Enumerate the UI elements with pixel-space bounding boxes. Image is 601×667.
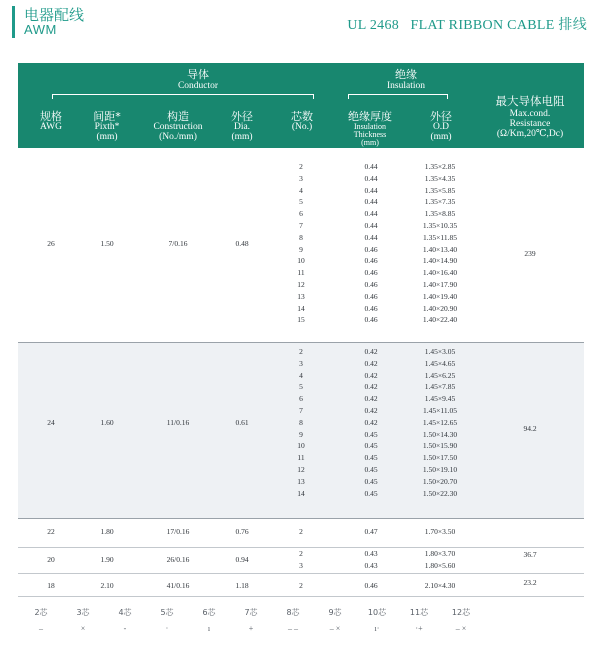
legend-symbol: ı xyxy=(207,624,211,633)
cell-cores: 5 xyxy=(299,197,303,207)
cell-od: 1.80×3.70 xyxy=(424,549,456,558)
cell-thickness: 0.45 xyxy=(364,453,378,463)
cell-od: 1.40×16.40 xyxy=(422,268,458,278)
col-pitch-cn: 间距* xyxy=(93,110,121,123)
legend-symbol: × xyxy=(80,624,86,633)
col-od xyxy=(418,111,464,142)
cell-cores: 8 xyxy=(299,417,303,427)
cable-type: FLAT RIBBON CABLE xyxy=(410,18,555,33)
bracket-tick xyxy=(52,94,53,99)
col-resistance xyxy=(480,95,580,140)
cell-thickness: 0.46 xyxy=(364,303,378,313)
cell-cores: 13 xyxy=(297,291,305,301)
cell-od: 1.35×11.85 xyxy=(423,232,457,242)
cell-construction: 7/0.16 xyxy=(168,238,188,248)
cell-cores: 5 xyxy=(299,382,303,392)
row-separator xyxy=(18,518,584,519)
cell-resistance: 23.2 xyxy=(523,578,537,587)
legend-symbol: - xyxy=(123,624,127,633)
cell-awg: 20 xyxy=(47,554,55,564)
cell-pitch: 1.60 xyxy=(100,417,114,427)
product-heading xyxy=(347,14,587,34)
cell-thickness: 0.44 xyxy=(364,232,378,242)
cell-thickness: 0.46 xyxy=(364,268,378,278)
title-accent-bar xyxy=(12,6,15,38)
cell-thickness: 0.43 xyxy=(364,549,378,558)
cable-type-cn: 排线 xyxy=(558,17,587,33)
col-pitch-unit: (mm) xyxy=(96,131,118,142)
col-construction-en: Construction xyxy=(153,121,203,132)
legend-label: 4芯 xyxy=(118,608,132,617)
legend-label: 12芯 xyxy=(451,608,471,617)
cell-pitch: 2.10 xyxy=(100,581,114,590)
cell-cores: 2 xyxy=(299,347,303,356)
cell-od: 1.35×5.85 xyxy=(424,185,456,195)
standard-code: UL 2468 xyxy=(347,18,400,33)
cell-od: 1.35×2.85 xyxy=(424,162,456,171)
cell-cores: 9 xyxy=(299,244,303,254)
col-construction-unit: (No./mm) xyxy=(159,131,197,142)
cell-cores: 3 xyxy=(299,358,303,368)
cell-thickness: 0.46 xyxy=(364,244,378,254)
col-awg-cn: 规格 xyxy=(40,110,62,123)
cell-construction: 11/0.16 xyxy=(166,417,190,427)
col-pitch-en: Pixth* xyxy=(94,121,120,132)
cell-cores: 7 xyxy=(299,221,303,230)
col-thickness xyxy=(342,111,398,148)
legend-label: 6芯 xyxy=(202,608,216,617)
cell-thickness: 0.44 xyxy=(364,162,378,171)
legend-symbol: – × xyxy=(329,624,341,633)
cell-od: 1.50×19.10 xyxy=(422,465,458,474)
col-awg-en: AWG xyxy=(40,121,62,132)
col-resistance-en1: Max.cond. xyxy=(509,109,551,120)
cell-cores: 7 xyxy=(299,406,303,415)
cell-dia: 0.61 xyxy=(235,417,249,427)
cell-cores: 14 xyxy=(297,303,305,313)
legend-symbol: – – xyxy=(288,624,298,633)
cell-thickness: 0.45 xyxy=(364,429,378,439)
conductor-bracket xyxy=(52,94,314,95)
legend-symbol: – × xyxy=(455,624,467,633)
col-od-unit: (mm) xyxy=(430,131,452,142)
cell-construction: 26/0.16 xyxy=(166,554,190,564)
cell-thickness: 0.45 xyxy=(364,488,378,498)
row-separator xyxy=(18,573,584,574)
cell-od: 1.40×22.40 xyxy=(422,315,458,325)
conductor-group-en: Conductor xyxy=(177,81,219,91)
cell-cores: 10 xyxy=(297,441,305,451)
cell-resistance: 239 xyxy=(524,249,536,258)
insulation-group-en: Insulation xyxy=(387,81,425,91)
cell-cores: 6 xyxy=(299,394,303,404)
cell-cores: 12 xyxy=(297,465,305,474)
legend-label: 11芯 xyxy=(409,608,429,617)
cell-od: 1.80×5.60 xyxy=(424,560,456,570)
col-thickness-cn: 绝缘厚度 xyxy=(348,110,392,123)
col-resistance-cn: 最大导体电阻 xyxy=(495,94,565,108)
cell-thickness: 0.43 xyxy=(364,560,378,570)
cell-thickness: 0.47 xyxy=(364,527,378,536)
col-pitch xyxy=(82,111,132,142)
legend-symbol: ı· xyxy=(374,624,380,633)
cell-od: 1.40×14.90 xyxy=(422,256,458,266)
cell-thickness: 0.42 xyxy=(364,358,378,368)
cell-od: 1.50×15.90 xyxy=(422,441,458,451)
cell-cores: 4 xyxy=(299,370,303,380)
cell-od: 1.50×17.50 xyxy=(422,453,458,463)
bracket-tick xyxy=(348,94,349,99)
cell-awg: 24 xyxy=(47,417,55,427)
legend-symbol: + xyxy=(248,624,254,633)
cell-od: 1.50×22.30 xyxy=(422,488,458,498)
cell-cores: 3 xyxy=(299,173,303,183)
cell-thickness: 0.44 xyxy=(364,221,378,230)
cell-od: 1.45×12.65 xyxy=(422,417,458,427)
cell-thickness: 0.42 xyxy=(364,382,378,392)
cell-cores: 6 xyxy=(299,209,303,219)
cell-od: 1.40×13.40 xyxy=(422,244,458,254)
cell-od: 1.40×17.90 xyxy=(422,280,458,289)
cell-awg: 26 xyxy=(47,238,55,248)
row-separator xyxy=(18,547,584,548)
cell-pitch: 1.90 xyxy=(100,554,114,564)
cell-cores: 11 xyxy=(297,268,305,278)
row-separator xyxy=(18,596,584,597)
col-diameter-cn: 外径 xyxy=(231,110,253,123)
col-construction-cn: 构造 xyxy=(167,110,189,123)
legend-label: 5芯 xyxy=(160,608,174,617)
col-od-cn: 外径 xyxy=(430,110,452,123)
cell-resistance: 94.2 xyxy=(523,424,537,433)
row-separator xyxy=(18,342,584,343)
cell-od: 1.50×14.30 xyxy=(422,429,458,439)
cell-cores: 4 xyxy=(299,185,303,195)
legend-symbol: ·+ xyxy=(415,624,423,633)
cell-od: 1.35×10.35 xyxy=(422,221,458,230)
cell-resistance: 36.7 xyxy=(523,550,537,559)
col-diameter-en: Dia. xyxy=(233,121,251,132)
cell-od: 1.35×7.35 xyxy=(424,197,456,207)
bracket-tick xyxy=(447,94,448,99)
cell-thickness: 0.44 xyxy=(364,197,378,207)
title-english: AWM xyxy=(24,22,57,37)
col-diameter xyxy=(222,111,262,142)
cell-pitch: 1.80 xyxy=(100,527,114,536)
legend-label: 2芯 xyxy=(34,608,48,617)
cell-cores: 11 xyxy=(297,453,305,463)
title-chinese: 电器配线 xyxy=(24,6,85,24)
cell-od: 1.50×20.70 xyxy=(422,476,458,486)
cell-thickness: 0.42 xyxy=(364,394,378,404)
legend-label: 9芯 xyxy=(328,608,342,617)
legend-label: 10芯 xyxy=(367,608,387,617)
cell-cores: 13 xyxy=(297,476,305,486)
insulation-bracket xyxy=(348,94,448,95)
legend-symbol: · xyxy=(165,624,169,633)
cell-thickness: 0.42 xyxy=(364,370,378,380)
cell-cores: 12 xyxy=(297,280,305,289)
cell-cores: 10 xyxy=(297,256,305,266)
cell-od: 1.40×20.90 xyxy=(422,303,458,313)
cell-awg: 22 xyxy=(47,527,55,536)
cell-od: 1.45×6.25 xyxy=(424,370,456,380)
cell-od: 1.45×7.85 xyxy=(424,382,456,392)
cell-dia: 0.76 xyxy=(235,527,249,536)
cell-construction: 17/0.16 xyxy=(166,527,190,536)
cell-od: 1.45×4.65 xyxy=(424,358,456,368)
cell-od: 1.40×19.40 xyxy=(422,291,458,301)
cell-od: 1.35×8.85 xyxy=(424,209,456,219)
cell-dia: 0.94 xyxy=(235,554,249,564)
bracket-tick xyxy=(313,94,314,99)
cell-thickness: 0.42 xyxy=(364,347,378,356)
cell-thickness: 0.45 xyxy=(364,465,378,474)
cell-pitch: 1.50 xyxy=(100,238,114,248)
cell-construction: 41/0.16 xyxy=(166,581,190,590)
legend-label: 7芯 xyxy=(244,608,258,617)
cell-cores: 2 xyxy=(299,581,303,590)
cell-od: 1.70×3.50 xyxy=(424,527,456,536)
col-thickness-en1: Insulation xyxy=(354,121,386,131)
cell-cores: 8 xyxy=(299,232,303,242)
legend-symbol: – xyxy=(39,624,43,633)
col-resistance-en2: Resistance xyxy=(509,119,551,130)
cell-od: 1.45×9.45 xyxy=(424,394,456,404)
cell-cores: 9 xyxy=(299,429,303,439)
cell-od: 1.45×3.05 xyxy=(424,347,456,356)
cell-thickness: 0.42 xyxy=(364,406,378,415)
legend-label: 3芯 xyxy=(76,608,90,617)
cell-od: 2.10×4.30 xyxy=(424,581,456,590)
cell-cores: 15 xyxy=(297,315,305,325)
legend-label: 8芯 xyxy=(286,608,300,617)
cell-thickness: 0.46 xyxy=(364,256,378,266)
cell-od: 1.45×11.05 xyxy=(423,406,457,415)
cell-awg: 18 xyxy=(47,581,55,590)
cell-cores: 3 xyxy=(299,560,303,570)
cell-thickness: 0.44 xyxy=(364,209,378,219)
col-construction xyxy=(138,111,218,142)
col-cores-cn: 芯数 xyxy=(291,110,313,123)
cell-cores: 14 xyxy=(297,488,305,498)
col-od-en: O.D xyxy=(432,121,450,132)
cell-od: 1.35×4.35 xyxy=(424,173,456,183)
col-thickness-unit: (mm) xyxy=(361,138,379,148)
cell-thickness: 0.42 xyxy=(364,417,378,427)
cell-thickness: 0.46 xyxy=(364,581,378,590)
col-resistance-unit: (Ω/Km,20℃,Dc) xyxy=(496,129,564,139)
cell-cores: 2 xyxy=(299,527,303,536)
col-thickness-en2: Thickness xyxy=(353,129,387,139)
cell-cores: 2 xyxy=(299,162,303,171)
cell-dia: 1.18 xyxy=(235,581,249,590)
col-awg xyxy=(30,111,72,133)
cell-thickness: 0.45 xyxy=(364,476,378,486)
cell-cores: 2 xyxy=(299,549,303,558)
cell-thickness: 0.44 xyxy=(364,185,378,195)
cell-thickness: 0.46 xyxy=(364,315,378,325)
cell-thickness: 0.46 xyxy=(364,280,378,289)
cell-thickness: 0.44 xyxy=(364,173,378,183)
col-cores xyxy=(282,111,322,133)
table-header xyxy=(18,63,584,148)
col-cores-en: (No.) xyxy=(291,121,313,132)
insulation-group-cn: 绝缘 xyxy=(395,68,417,81)
cell-dia: 0.48 xyxy=(235,238,249,248)
col-diameter-unit: (mm) xyxy=(231,131,253,142)
conductor-group-cn: 导体 xyxy=(187,68,209,81)
cell-thickness: 0.46 xyxy=(364,291,378,301)
cell-thickness: 0.45 xyxy=(364,441,378,451)
